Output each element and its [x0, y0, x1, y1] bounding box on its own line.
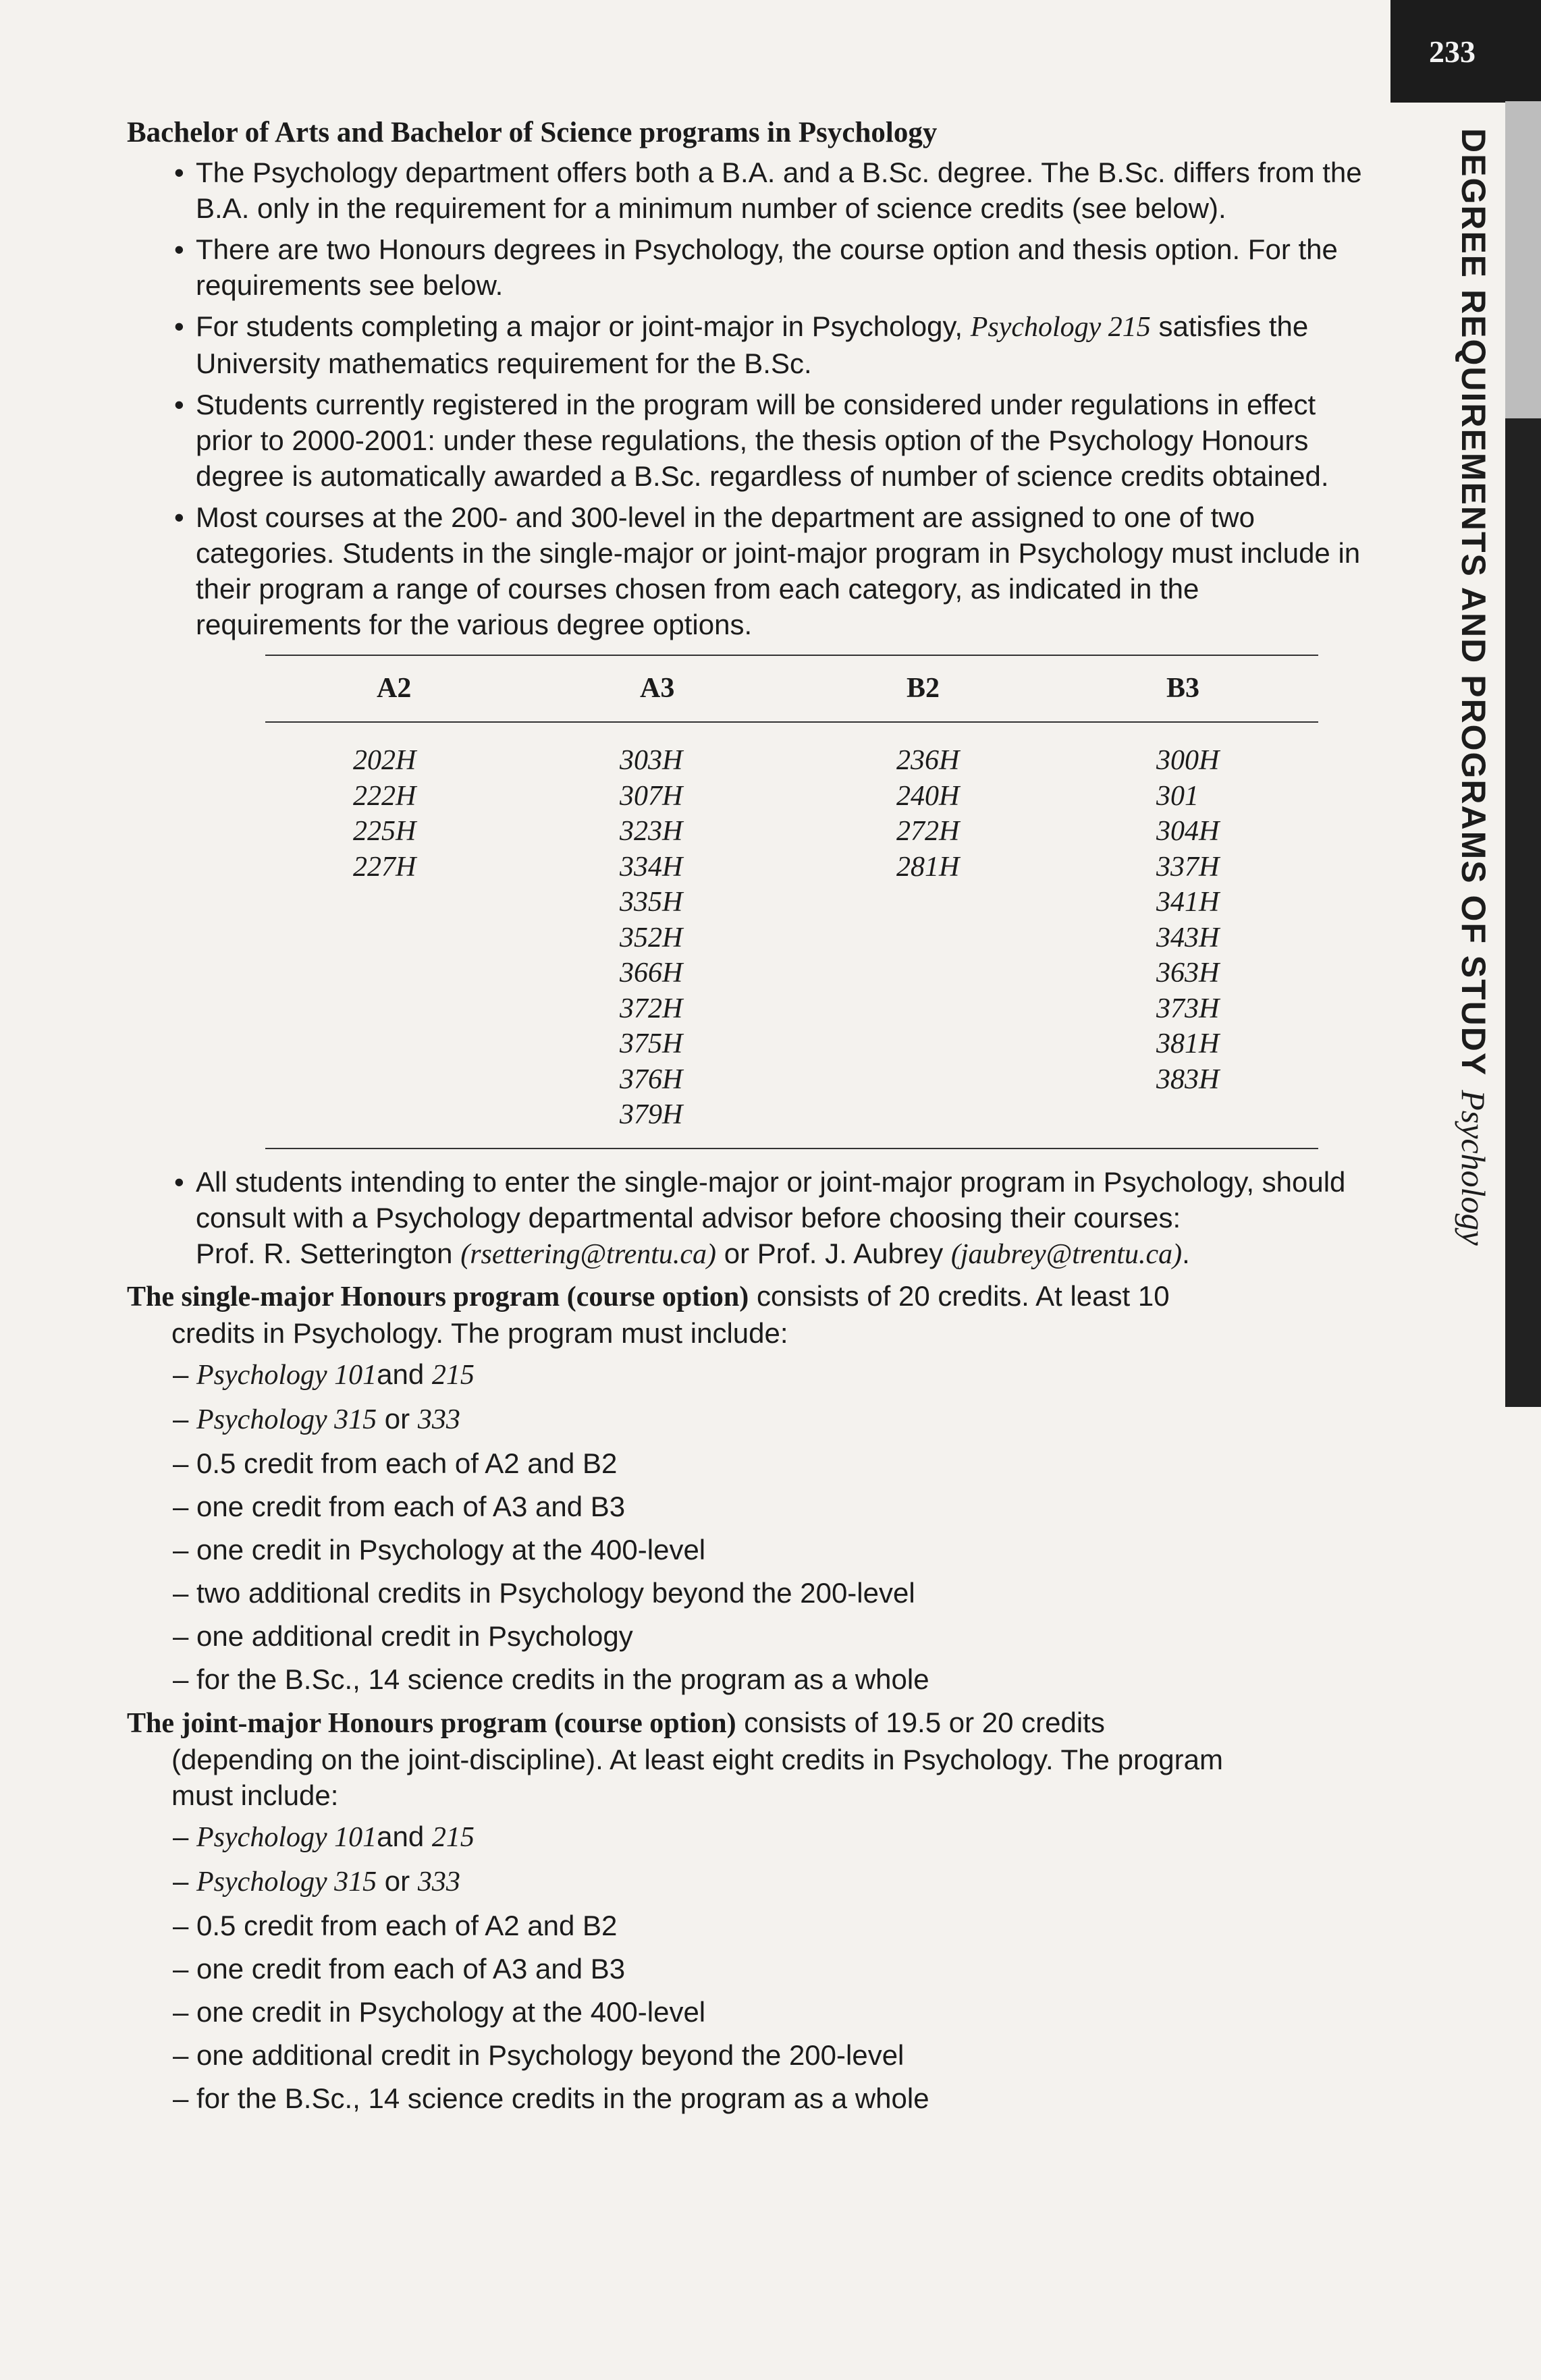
course-code: 236H: [896, 745, 960, 776]
course-code: 379H: [620, 1099, 683, 1130]
course-code: 227H: [353, 851, 416, 883]
bullet-item: • Most courses at the 200- and 300-level in the department are assigned to one of two categories. Students in the single-major or joint-major program in Psychology must include in their program a range of courses chosen from each category, as indicated in the requirements for the various degree options.: [196, 499, 1362, 642]
course-code: 375H: [620, 1028, 683, 1059]
course-code: 225H: [353, 816, 416, 847]
course-code: 307H: [620, 780, 683, 812]
course-code: 352H: [620, 922, 683, 953]
joint-major-section: The joint-major Honours program (course option) consists of 19.5 or 20 credits (depending on the joint-discipline). At least eight credits in Psychology. The program must include: – Psychology 101and 215 – Psychology 315 or 333 – 0.5 credit from each of A2 and B2 – one credit from each of A3 and B3 – one credit in Psychology at the 400-level – one additional credit in Psychology beyond the 200-level – for the B.Sc., 14 science credits in the program as a whole: [127, 1705, 1362, 2116]
advisor-prof-1: Prof. R. Setterington: [196, 1237, 453, 1269]
bullet-icon: •: [174, 501, 184, 533]
table-body: [265, 723, 1318, 1148]
table-rule-bottom: [265, 1148, 1318, 1149]
course-code: 383H: [1156, 1063, 1220, 1095]
course-category-table: [265, 655, 1318, 1149]
course-code: 337H: [1156, 851, 1220, 883]
course-code: 366H: [620, 958, 683, 989]
course-code: 272H: [896, 816, 960, 847]
course-code: 300H: [1156, 745, 1220, 776]
requirement-item: – one credit from each of A3 and B3: [173, 1952, 626, 1985]
single-major-requirements: [127, 1356, 1362, 1697]
side-section-title: [1454, 128, 1493, 1246]
bullet-item: • All students intending to enter the single-major or joint-major program in Psychology, should consult with a Psychology departmental advisor before choosing their courses: Prof. R. Setterington (rsettering@trentu.ca) or Prof. J. Aubrey (jaubrey@trentu.ca).: [196, 1164, 1362, 1273]
course-code: 323H: [620, 816, 683, 847]
bullet-item: • There are two Honours degrees in Psychology, the course option and thesis option. For the requirements see below.: [196, 231, 1362, 303]
header-a2: A2: [377, 673, 412, 704]
column-b2: [802, 743, 1069, 1133]
course-code: 202H: [353, 745, 416, 776]
course-code: 281H: [896, 851, 960, 883]
requirement-item: – for the B.Sc., 14 science credits in the program as a whole: [173, 2082, 929, 2114]
requirement-item: – one additional credit in Psychology beyond the 200-level: [173, 2039, 904, 2071]
advisor-bullet: [127, 1164, 1362, 1273]
requirement-item: – 0.5 credit from each of A2 and B2: [173, 1447, 618, 1479]
course-code: 334H: [620, 851, 683, 883]
requirement-item: – one credit in Psychology at the 400-level: [173, 1533, 706, 1566]
page-content: [127, 115, 1362, 2124]
bullet-item: • Students currently registered in the program will be considered under regulations in effect prior to 2000-2001: under these regulations, the thesis option of the Psychology Honours degree is automatically awarded a B.Sc. regardless of number of science credits obtained.: [196, 387, 1362, 494]
course-code: 304H: [1156, 816, 1220, 847]
joint-major-title: The joint-major Honours program (course option): [127, 1707, 736, 1739]
side-subtitle-text: Psychology: [1455, 1090, 1492, 1246]
course-code: 303H: [620, 745, 683, 776]
course-code: 301: [1156, 780, 1199, 812]
course-code: 372H: [620, 993, 683, 1024]
requirement-item: – for the B.Sc., 14 science credits in the program as a whole: [173, 1663, 929, 1695]
page-number: 233: [1390, 0, 1541, 103]
requirement-item: – 0.5 credit from each of A2 and B2: [173, 1909, 618, 1941]
column-a2: [265, 743, 532, 1133]
bullet-item: • The Psychology department offers both a B.A. and a B.Sc. degree. The B.Sc. differs from the B.A. only in the requirement for a minimum number of science credits (see below).: [196, 155, 1362, 226]
course-code: 381H: [1156, 1028, 1220, 1059]
course-code: 222H: [353, 780, 416, 812]
bullet-icon: •: [174, 1165, 184, 1198]
requirement-item: – one credit from each of A3 and B3: [173, 1490, 626, 1522]
advisor-email-1: (rsettering@trentu.ca): [460, 1238, 717, 1270]
course-code: 240H: [896, 780, 960, 812]
course-code: 341H: [1156, 887, 1220, 918]
single-major-title: The single-major Honours program (course option): [127, 1281, 749, 1312]
intro-heading: Bachelor of Arts and Bachelor of Science programs in Psychology: [127, 117, 938, 148]
course-code: 373H: [1156, 993, 1220, 1024]
header-b3: B3: [1166, 673, 1200, 704]
course-code: 376H: [620, 1063, 683, 1095]
requirement-item: – Psychology 315 or 333: [173, 1402, 460, 1435]
joint-major-requirements: [127, 1819, 1362, 2116]
column-b3: [1069, 743, 1318, 1133]
side-tab-highlight: [1505, 101, 1541, 418]
single-major-section: The single-major Honours program (course option) consists of 20 credits. At least 10 credits in Psychology. The program must include: – Psychology 101and 215 – Psychology 315 or 333 – 0.5 credit from each of A2 and B2 – one credit from each of A3 and B3 – one credit in Psychology at the 400-level – two additional credits in Psychology beyond the 200-level – one additional credit in Psychology – for the B.Sc., 14 science credits in the program as a whole: [127, 1278, 1362, 1697]
single-major-intro: The single-major Honours program (course option) consists of 20 credits. At least 10: [127, 1279, 1170, 1312]
bullet-icon: •: [174, 233, 184, 265]
requirement-item: – two additional credits in Psychology beyond the 200-level: [173, 1576, 915, 1609]
table-header-row: [265, 656, 1318, 721]
intro-bullets: [127, 155, 1362, 642]
bullet-icon: •: [174, 310, 184, 342]
header-a3: A3: [640, 673, 675, 704]
bullet-icon: •: [174, 389, 184, 420]
requirement-item: – Psychology 315 or 333: [173, 1864, 460, 1898]
bullet-icon: •: [174, 157, 184, 188]
course-code: 343H: [1156, 922, 1220, 953]
advisor-prof-2: Prof. J. Aubrey: [757, 1237, 944, 1269]
requirement-item: – Psychology 101and 215: [173, 1358, 475, 1391]
side-title-text: DEGREE REQUIREMENTS AND PROGRAMS OF STUDY: [1455, 128, 1492, 1077]
requirement-item: – one additional credit in Psychology: [173, 1620, 633, 1652]
requirement-item: – one credit in Psychology at the 400-level: [173, 1995, 706, 2028]
advisor-email-2: (jaubrey@trentu.ca): [950, 1238, 1183, 1270]
column-a3: [532, 743, 802, 1133]
joint-major-intro: The joint-major Honours program (course option) consists of 19.5 or 20 credits: [127, 1706, 1105, 1739]
requirement-item: – Psychology 101and 215: [173, 1820, 475, 1853]
bullet-item: • For students completing a major or joint-major in Psychology, Psychology 215 satisfies the University mathematics requirement for the B.Sc.: [196, 308, 1362, 381]
header-b2: B2: [907, 673, 940, 704]
course-code: 335H: [620, 887, 683, 918]
course-code: 363H: [1156, 958, 1220, 989]
